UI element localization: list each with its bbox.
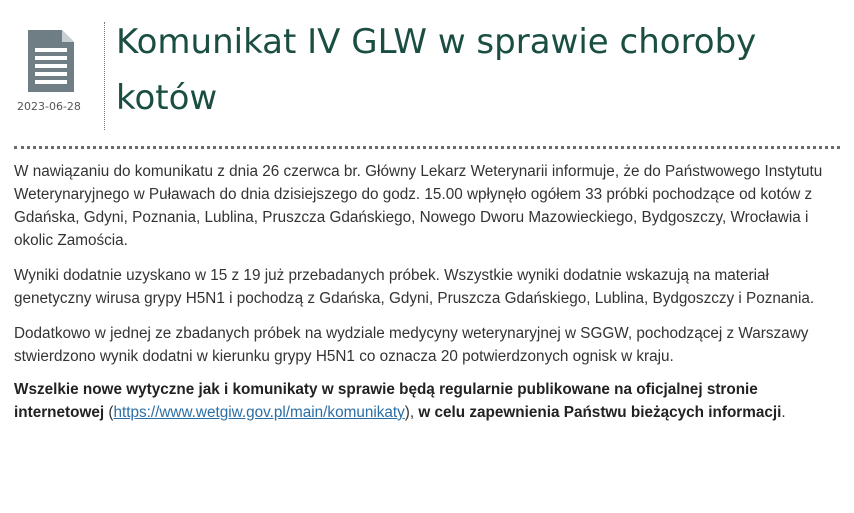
notice-bold-end: w celu zapewnienia Państwu bieżących informacji xyxy=(418,404,782,421)
paren-close: ), xyxy=(404,404,419,421)
notice-bold-start: Wszelkie nowe wytyczne jak i komunikaty w sprawie będą regularnie publikowane na oficjalnej stronie internetowej xyxy=(14,381,758,421)
vertical-divider xyxy=(104,22,105,130)
publish-date: 2023-06-28 xyxy=(17,100,81,113)
paragraph: Dodatkowo w jednej ze zbadanych próbek na wydziale medycyny weterynaryjnej w SGGW, pochodzącej z Warszawy stwierdzono wynik dodatni w kierunku grypy H5N1 co oznacza 20 potwierdzonych ognisk w kraju. xyxy=(14,325,809,365)
document-icon xyxy=(18,26,78,96)
page-title: Komunikat IV GLW w sprawie choroby kotów xyxy=(116,22,757,118)
article-header xyxy=(0,0,854,135)
final-notice xyxy=(14,378,840,424)
komunikaty-link[interactable]: https://www.wetgiw.gov.pl/main/komunikaty xyxy=(113,404,405,421)
paragraph: Wyniki dodatnie uzyskano w 15 z 19 już przebadanych próbek. Wszystkie wyniki dodatnie wskazują na materiał genetyczny wirusa grypy H5N1 i pochodzą z Gdańska, Gdyni, Pruszcza Gdańskiego, Lublina, Bydgoszczy i Poznania. xyxy=(14,267,815,307)
final-period: . xyxy=(781,404,786,421)
paren-open: ( xyxy=(104,404,114,421)
article-body xyxy=(14,160,840,424)
section-divider xyxy=(14,146,840,149)
paragraph: W nawiązaniu do komunikatu z dnia 26 czerwca br. Główny Lekarz Weterynarii informuje, że do Państwowego Instytutu Weterynaryjnego w Puławach do dnia dzisiejszego do godz. 15.00 wpłynęło ogółem 33 próbki pochodzące od kotów z Gdańska, Gdyni, Poznania, Lublina, Pruszcza Gdańskiego, Nowego Dworu Mazowieckiego, Bydgoszczy, Wrocławia i okolic Zamościa. xyxy=(14,163,823,249)
